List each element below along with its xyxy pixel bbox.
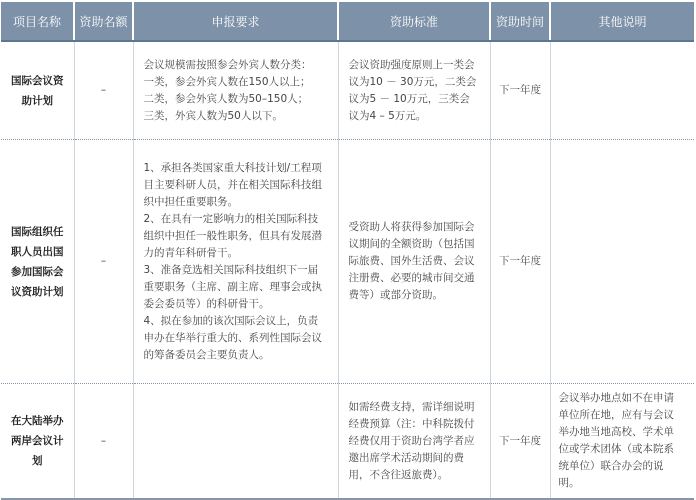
notes-cell: 会议举办地点如不在申请单位所在地，应有与会议举办地当地高校、学术单位或学术团体（或本院系统单位）联合办会的说明。 <box>550 384 694 500</box>
notes-cell <box>550 41 694 140</box>
table-header-row <box>1 2 694 41</box>
header-standard: 资助标准 <box>338 2 490 41</box>
quota-cell: – <box>74 41 133 140</box>
project-name-text: 在大陆举办两岸会议计划 <box>11 415 64 467</box>
project-name <box>1 140 74 384</box>
time-cell: 下一年度 <box>490 384 550 500</box>
requirement-line: 一类，参会外宾人数在150人以上； <box>143 75 311 88</box>
requirement-item: 4、拟在参加的该次国际会议上，负责申办在华举行重大的、系列性国际会议的筹备委员会主要负责人。 <box>143 314 322 361</box>
project-name-text: 国际组织任职人员出国参加国际会议资助计划 <box>11 225 64 298</box>
quota-cell: – <box>74 140 133 384</box>
quota-cell: – <box>74 384 133 500</box>
table-row <box>1 384 694 500</box>
project-name-text: 国际会议资助计划 <box>11 74 64 107</box>
funding-table <box>1 2 694 500</box>
requirements-cell <box>133 140 338 384</box>
table-row <box>1 41 694 140</box>
header-requirements: 申报要求 <box>133 2 338 41</box>
project-name <box>1 384 74 500</box>
header-time: 资助时间 <box>490 2 550 41</box>
time-cell: 下一年度 <box>490 140 550 384</box>
requirement-item: 3、准备竞选相关国际科技组织下一届重要职务（主席、副主席、理事会或执委会委员等）的科研骨干。 <box>143 263 322 310</box>
requirement-item: 2、在具有一定影响力的相关国际科技组织中担任一般性职务，但具有发展潜力的青年科研骨干。 <box>143 212 322 259</box>
requirements-cell <box>133 384 338 500</box>
standard-cell: 如需经费支持，需详细说明经费预算（注：中科院拨付经费仅用于资助台湾学者应邀出席学术活动期间的费用，不含往返旅费）。 <box>338 384 490 500</box>
standard-cell: 受资助人将获得参加国际会议期间的全额资助（包括国际旅费、国外生活费、会议注册费、必要的城市间交通费等）或部分资助。 <box>338 140 490 384</box>
requirement-line: 二类，参会外宾人数为50–150人； <box>143 92 309 105</box>
requirement-line: 会议规模需按照参会外宾人数分类： <box>143 58 312 71</box>
requirements-cell <box>133 41 338 140</box>
header-notes: 其他说明 <box>550 2 694 41</box>
project-name <box>1 41 74 140</box>
time-cell: 下一年度 <box>490 41 550 140</box>
header-project-name: 项目名称 <box>1 2 74 41</box>
table-row <box>1 140 694 384</box>
standard-cell: 会议资助强度原则上一类会议为10 － 30万元，二类会议为5 － 10万元，三类会议为4 – 5万元。 <box>338 41 490 140</box>
requirement-line: 三类，外宾人数为50人以下。 <box>143 109 283 122</box>
notes-cell <box>550 140 694 384</box>
requirement-item: 1、承担各类国家重大科技计划/工程项目主要科研人员，并在相关国际科技组织中担任重要职务。 <box>143 161 322 208</box>
header-quota: 资助名额 <box>74 2 133 41</box>
